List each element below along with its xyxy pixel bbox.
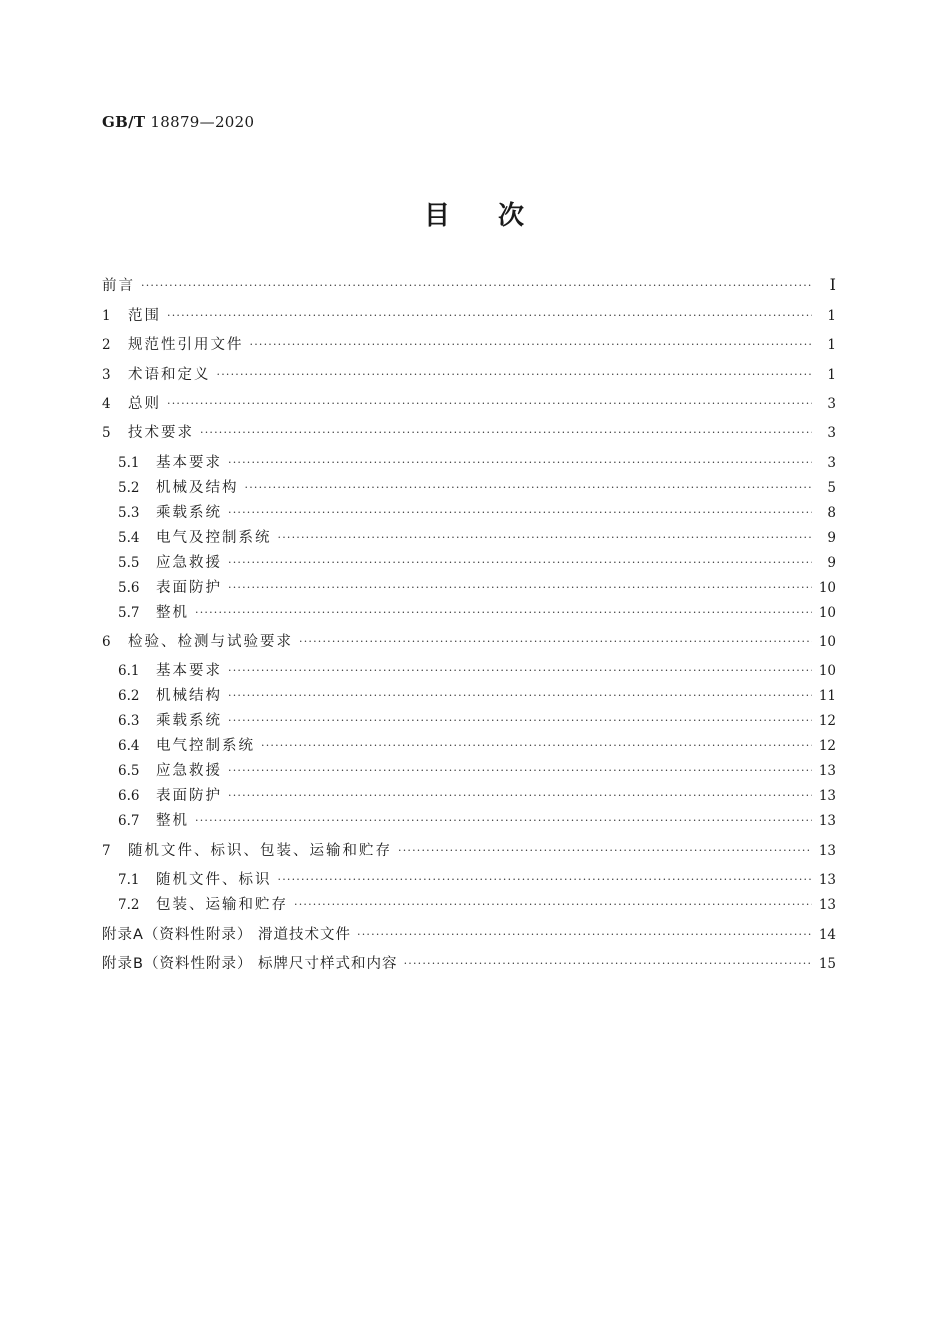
- toc-entry-label: 包装、运输和贮存: [156, 897, 288, 913]
- toc-entry-page: 15: [818, 956, 836, 972]
- toc-entry-number: 6.5: [118, 763, 140, 779]
- toc-entry-number: 6: [102, 634, 111, 650]
- toc-subentry[interactable]: [118, 551, 836, 571]
- toc-entry-label: 机械结构: [156, 688, 222, 704]
- toc-subentry[interactable]: [118, 451, 836, 471]
- toc-entry-number: 6.6: [118, 788, 140, 804]
- toc-subentry[interactable]: [118, 659, 836, 679]
- toc-entry-page: 11: [818, 688, 836, 704]
- toc-entry-label: 整机: [156, 605, 189, 621]
- toc-leader: [261, 739, 812, 752]
- toc-entry-page: 1: [827, 308, 836, 324]
- toc-entry-label: 总则: [128, 396, 161, 412]
- toc-leader: [404, 957, 812, 970]
- toc-entry-label: 机械及结构: [156, 480, 239, 496]
- toc-entry-page: 8: [827, 505, 836, 521]
- toc-entry-number: 6.2: [118, 688, 140, 704]
- toc-entry-label: 前言: [102, 278, 135, 294]
- toc-entry-number: 7.2: [118, 897, 140, 913]
- toc-entry-label: 整机: [156, 813, 189, 829]
- standard-number: [102, 113, 254, 131]
- page-title-char-1: 目: [423, 201, 452, 231]
- toc-entry-label: 乘载系统: [156, 713, 222, 729]
- toc-entry-page: 3: [827, 455, 836, 471]
- toc-leader: [228, 664, 812, 677]
- toc-subentry[interactable]: [118, 684, 836, 704]
- toc-subentry[interactable]: [118, 734, 836, 754]
- toc-entry-page: 13: [818, 763, 836, 779]
- toc-leader: [278, 531, 813, 544]
- toc-leader: [250, 338, 813, 351]
- toc-entry-label: 电气及控制系统: [156, 530, 272, 546]
- toc-entry-label: 随机文件、标识: [156, 872, 272, 888]
- toc-entry-number: 5.5: [118, 555, 140, 571]
- toc-entry-page: 10: [818, 634, 836, 650]
- toc-entry-number: 5.7: [118, 605, 140, 621]
- toc-entry-label: 范围: [128, 308, 161, 324]
- toc-leader: [278, 873, 813, 886]
- toc-entry-page: 1: [827, 367, 836, 383]
- toc-subentry[interactable]: [118, 501, 836, 521]
- toc-entry[interactable]: [102, 421, 836, 441]
- toc-entry-number: 2: [102, 337, 111, 353]
- toc-entry-label: 技术要求: [128, 425, 194, 441]
- toc-leader: [228, 764, 812, 777]
- toc-entry[interactable]: [102, 333, 836, 353]
- toc-entry-label: 检验、检测与试验要求: [128, 634, 293, 650]
- toc-entry-page: 5: [827, 480, 836, 496]
- toc-entry-number: 6.7: [118, 813, 140, 829]
- toc-subentry[interactable]: [118, 784, 836, 804]
- toc-leader: [200, 426, 812, 439]
- toc-entry-appendix-b[interactable]: [102, 952, 836, 972]
- toc-entry-number: 7.1: [118, 872, 140, 888]
- toc-entry-number: 1: [102, 308, 111, 324]
- toc-entry-page: 3: [827, 425, 836, 441]
- toc-leader: [228, 714, 812, 727]
- toc-subentry[interactable]: [118, 526, 836, 546]
- toc-entry-number: 7: [102, 843, 111, 859]
- page-title: [0, 195, 950, 232]
- toc-entry-page: 10: [818, 580, 836, 596]
- standard-code: GB/T: [102, 113, 146, 131]
- toc-entry-number: 5.2: [118, 480, 140, 496]
- toc-entry-page: 13: [818, 843, 836, 859]
- toc-subentry[interactable]: [118, 868, 836, 888]
- toc-entry-page: 13: [818, 897, 836, 913]
- toc-entry-page: 14: [818, 927, 836, 943]
- toc-entry-page: 12: [818, 738, 836, 754]
- toc-leader: [217, 368, 813, 381]
- toc-leader: [299, 635, 812, 648]
- toc-entry-number: 4: [102, 396, 111, 412]
- toc-entry-page: 9: [827, 530, 836, 546]
- toc-entry-label: 表面防护: [156, 580, 222, 596]
- toc-entry-page: 10: [818, 663, 836, 679]
- toc-entry[interactable]: [102, 839, 836, 859]
- toc-entry-number: 6.3: [118, 713, 140, 729]
- toc-entry-number: 5.4: [118, 530, 140, 546]
- toc-leader: [357, 928, 812, 941]
- toc-entry-appendix-a[interactable]: [102, 923, 836, 943]
- toc-entry[interactable]: [102, 630, 836, 650]
- toc-leader: [167, 397, 812, 410]
- toc-entry-label: 术语和定义: [128, 367, 211, 383]
- toc-entry-label: 应急救援: [156, 555, 222, 571]
- toc-leader: [141, 279, 812, 292]
- toc-subentry[interactable]: [118, 601, 836, 621]
- toc-entry-page: 3: [827, 396, 836, 412]
- toc-entry-label: 附录A（资料性附录） 滑道技术文件: [102, 927, 352, 943]
- toc-entry-page: 13: [818, 788, 836, 804]
- toc-entry-page: 10: [818, 605, 836, 621]
- toc-entry-label: 乘载系统: [156, 505, 222, 521]
- toc-subentry[interactable]: [118, 576, 836, 596]
- toc-leader: [195, 606, 812, 619]
- toc-entry-label: 表面防护: [156, 788, 222, 804]
- toc-entry[interactable]: [102, 392, 836, 412]
- toc-leader: [195, 814, 812, 827]
- toc-entry-page: 12: [818, 713, 836, 729]
- toc-leader: [228, 506, 812, 519]
- toc-entry-number: 6.1: [118, 663, 140, 679]
- toc-entry[interactable]: [102, 304, 836, 324]
- toc-leader: [228, 581, 812, 594]
- toc-entry-label: 随机文件、标识、包装、运输和贮存: [128, 843, 392, 859]
- toc-subentry[interactable]: [118, 709, 836, 729]
- toc-entry-page: 13: [818, 813, 836, 829]
- toc-subentry[interactable]: [118, 809, 836, 829]
- toc-entry[interactable]: [102, 363, 836, 383]
- page-title-char-2: 次: [498, 201, 527, 231]
- toc-entry-label: 基本要求: [156, 455, 222, 471]
- toc-entry-label: 基本要求: [156, 663, 222, 679]
- toc-entry-label: 应急救援: [156, 763, 222, 779]
- toc-entry-number: 3: [102, 367, 111, 383]
- toc-leader: [228, 456, 812, 469]
- toc-entry-number: 5: [102, 425, 111, 441]
- toc-entry-number: 5.1: [118, 455, 140, 471]
- toc-leader: [228, 789, 812, 802]
- toc-leader: [398, 844, 812, 857]
- standard-id: 18879—2020: [150, 113, 255, 131]
- toc-leader: [228, 689, 812, 702]
- toc-subentry[interactable]: [118, 476, 836, 496]
- toc-entry-number: 5.6: [118, 580, 140, 596]
- toc-entry-number: 6.4: [118, 738, 140, 754]
- toc-leader: [228, 556, 812, 569]
- toc-subentry[interactable]: [118, 759, 836, 779]
- toc-entry-label: 附录B（资料性附录） 标牌尺寸样式和内容: [102, 956, 398, 972]
- toc-entry-page: 1: [827, 337, 836, 353]
- toc-subentry[interactable]: [118, 893, 836, 913]
- toc-entry-page: 9: [827, 555, 836, 571]
- toc-entry-number: 5.3: [118, 505, 140, 521]
- toc-entry-page: I: [829, 275, 836, 294]
- toc-entry-page: 13: [818, 872, 836, 888]
- toc-leader: [245, 481, 813, 494]
- toc-entry-label: 规范性引用文件: [128, 337, 244, 353]
- toc-entry-label: 电气控制系统: [156, 738, 255, 754]
- toc-leader: [167, 309, 812, 322]
- toc-entry-foreword[interactable]: [102, 274, 836, 294]
- toc-leader: [294, 898, 812, 911]
